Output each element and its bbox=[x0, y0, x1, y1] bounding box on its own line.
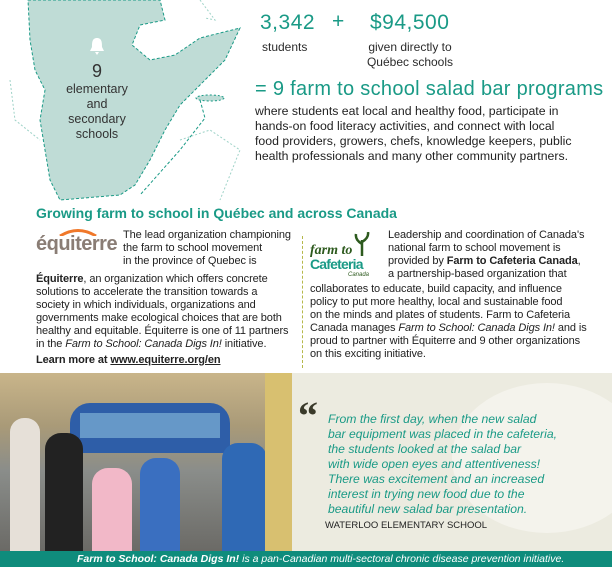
initiative-name: Farm to School: Canada Digs In! bbox=[65, 338, 222, 350]
text-line: policy to put more healthy, local and sustainable food bbox=[310, 296, 563, 308]
column-divider bbox=[302, 236, 303, 368]
map-label-3: secondary bbox=[68, 112, 126, 126]
quote-line: There was excitement and an increased bbox=[328, 472, 545, 486]
text-line: in the province of Quebec is bbox=[123, 255, 257, 267]
equiterre-logo-text: équiterre bbox=[36, 233, 118, 255]
f2c-logo-bot: Canada bbox=[348, 272, 370, 278]
footer-text: is a pan-Canadian multi-sectoral chronic disease prevention initiative. bbox=[239, 553, 565, 565]
footer-initiative: Farm to School: Canada Digs In! bbox=[77, 553, 240, 565]
text-line: the farm to school movement bbox=[123, 242, 263, 254]
f2c-intro bbox=[388, 229, 584, 281]
result-headline: = 9 farm to school salad bar programs bbox=[255, 78, 604, 100]
map-label-2: and bbox=[86, 97, 108, 111]
footer-bar bbox=[0, 551, 612, 567]
funding-label-line: given directly to bbox=[368, 40, 452, 54]
quote-line: interest in trying new food due to the bbox=[328, 487, 525, 501]
text-line: The lead organization championing bbox=[123, 229, 291, 241]
quote-line: bar equipment was placed in the cafeteria, bbox=[328, 427, 557, 441]
equiterre-link[interactable]: www.equiterre.org/en bbox=[110, 354, 221, 366]
text-line: collaborates to educate, build capacity, and influence bbox=[310, 283, 562, 295]
f2c-logo-mid: Cafeteria bbox=[310, 256, 363, 272]
section-heading: Growing farm to school in Québec and across Canada bbox=[36, 205, 397, 221]
f2c-logo bbox=[310, 236, 380, 286]
text-line: proud to partner with Équiterre and 9 other organizations bbox=[310, 335, 581, 347]
quote-icon: “ bbox=[298, 393, 318, 438]
text-line: Leadership and coordination of Canada's bbox=[388, 229, 585, 241]
text-line: society in which individuals, organizations and bbox=[36, 299, 256, 311]
testimonial-attribution: WATERLOO ELEMENTARY SCHOOL bbox=[325, 520, 488, 531]
text-line: solutions to accelerate the transition towards a bbox=[36, 286, 258, 298]
text-line: initiative. bbox=[221, 338, 267, 350]
equiterre-intro bbox=[123, 229, 291, 268]
f2c-name: Farm to Cafeteria Canada bbox=[446, 255, 578, 267]
students-label: students bbox=[262, 40, 308, 54]
funding-value: $94,500 bbox=[370, 11, 450, 34]
quote-line: From the first day, when the new salad bbox=[328, 412, 537, 426]
plus-sign: + bbox=[332, 10, 345, 33]
text-line: governments make ecological choices that are both bbox=[36, 312, 282, 324]
description-line: hands-on food literacy activities, and connect with local bbox=[255, 119, 555, 133]
text-line: , bbox=[577, 255, 581, 267]
testimonial-quote bbox=[328, 412, 557, 517]
equiterre-logo bbox=[36, 233, 118, 256]
school-count: 9 bbox=[91, 61, 102, 81]
initiative-name: Farm to School: Canada Digs In! bbox=[398, 322, 555, 334]
text-line: Canada manages bbox=[310, 322, 399, 334]
quote-line: the students looked at the salad bar bbox=[328, 442, 522, 456]
arc-icon bbox=[58, 228, 98, 236]
funding-label bbox=[355, 40, 465, 70]
f2c-body bbox=[310, 283, 610, 361]
description-line: where students eat local and healthy food, participate in bbox=[255, 104, 559, 118]
text-line: , an organization which offers concrete bbox=[83, 273, 268, 285]
description-line: health professionals and many other community partners. bbox=[255, 149, 569, 163]
learn-more-label: Learn more at bbox=[36, 354, 111, 366]
students-photo bbox=[0, 373, 292, 551]
f2c-logo-top: farm to bbox=[310, 243, 353, 258]
bell-icon bbox=[89, 37, 105, 55]
students-value: 3,342 bbox=[260, 11, 316, 34]
equiterre-name: Équiterre bbox=[36, 273, 84, 285]
equiterre-body bbox=[36, 273, 301, 367]
quote-line: beautiful new salad bar presentation. bbox=[328, 502, 528, 516]
text-line: national farm to school movement is bbox=[388, 242, 561, 254]
text-line: a partnership-based organization that bbox=[388, 268, 567, 280]
map-label-1: elementary bbox=[66, 82, 128, 96]
text-line: on the minds and plates of students. Farm to Cafeteria bbox=[310, 309, 570, 321]
text-line: on this exciting initiative. bbox=[310, 348, 426, 360]
result-description bbox=[255, 104, 605, 164]
plant-icon bbox=[352, 232, 372, 256]
text-line: provided by bbox=[388, 255, 447, 267]
quote-line: with wide open eyes and attentiveness! bbox=[328, 457, 541, 471]
map-label-4: schools bbox=[75, 127, 119, 141]
funding-label-line: Québec schools bbox=[366, 55, 454, 69]
text-line: and is bbox=[554, 322, 587, 334]
description-line: food providers, growers, chefs, knowledge keepers, public bbox=[255, 134, 572, 148]
text-line: in the bbox=[36, 338, 66, 350]
text-line: healthy and equitable. Équiterre is one of 11 partners bbox=[36, 325, 289, 337]
